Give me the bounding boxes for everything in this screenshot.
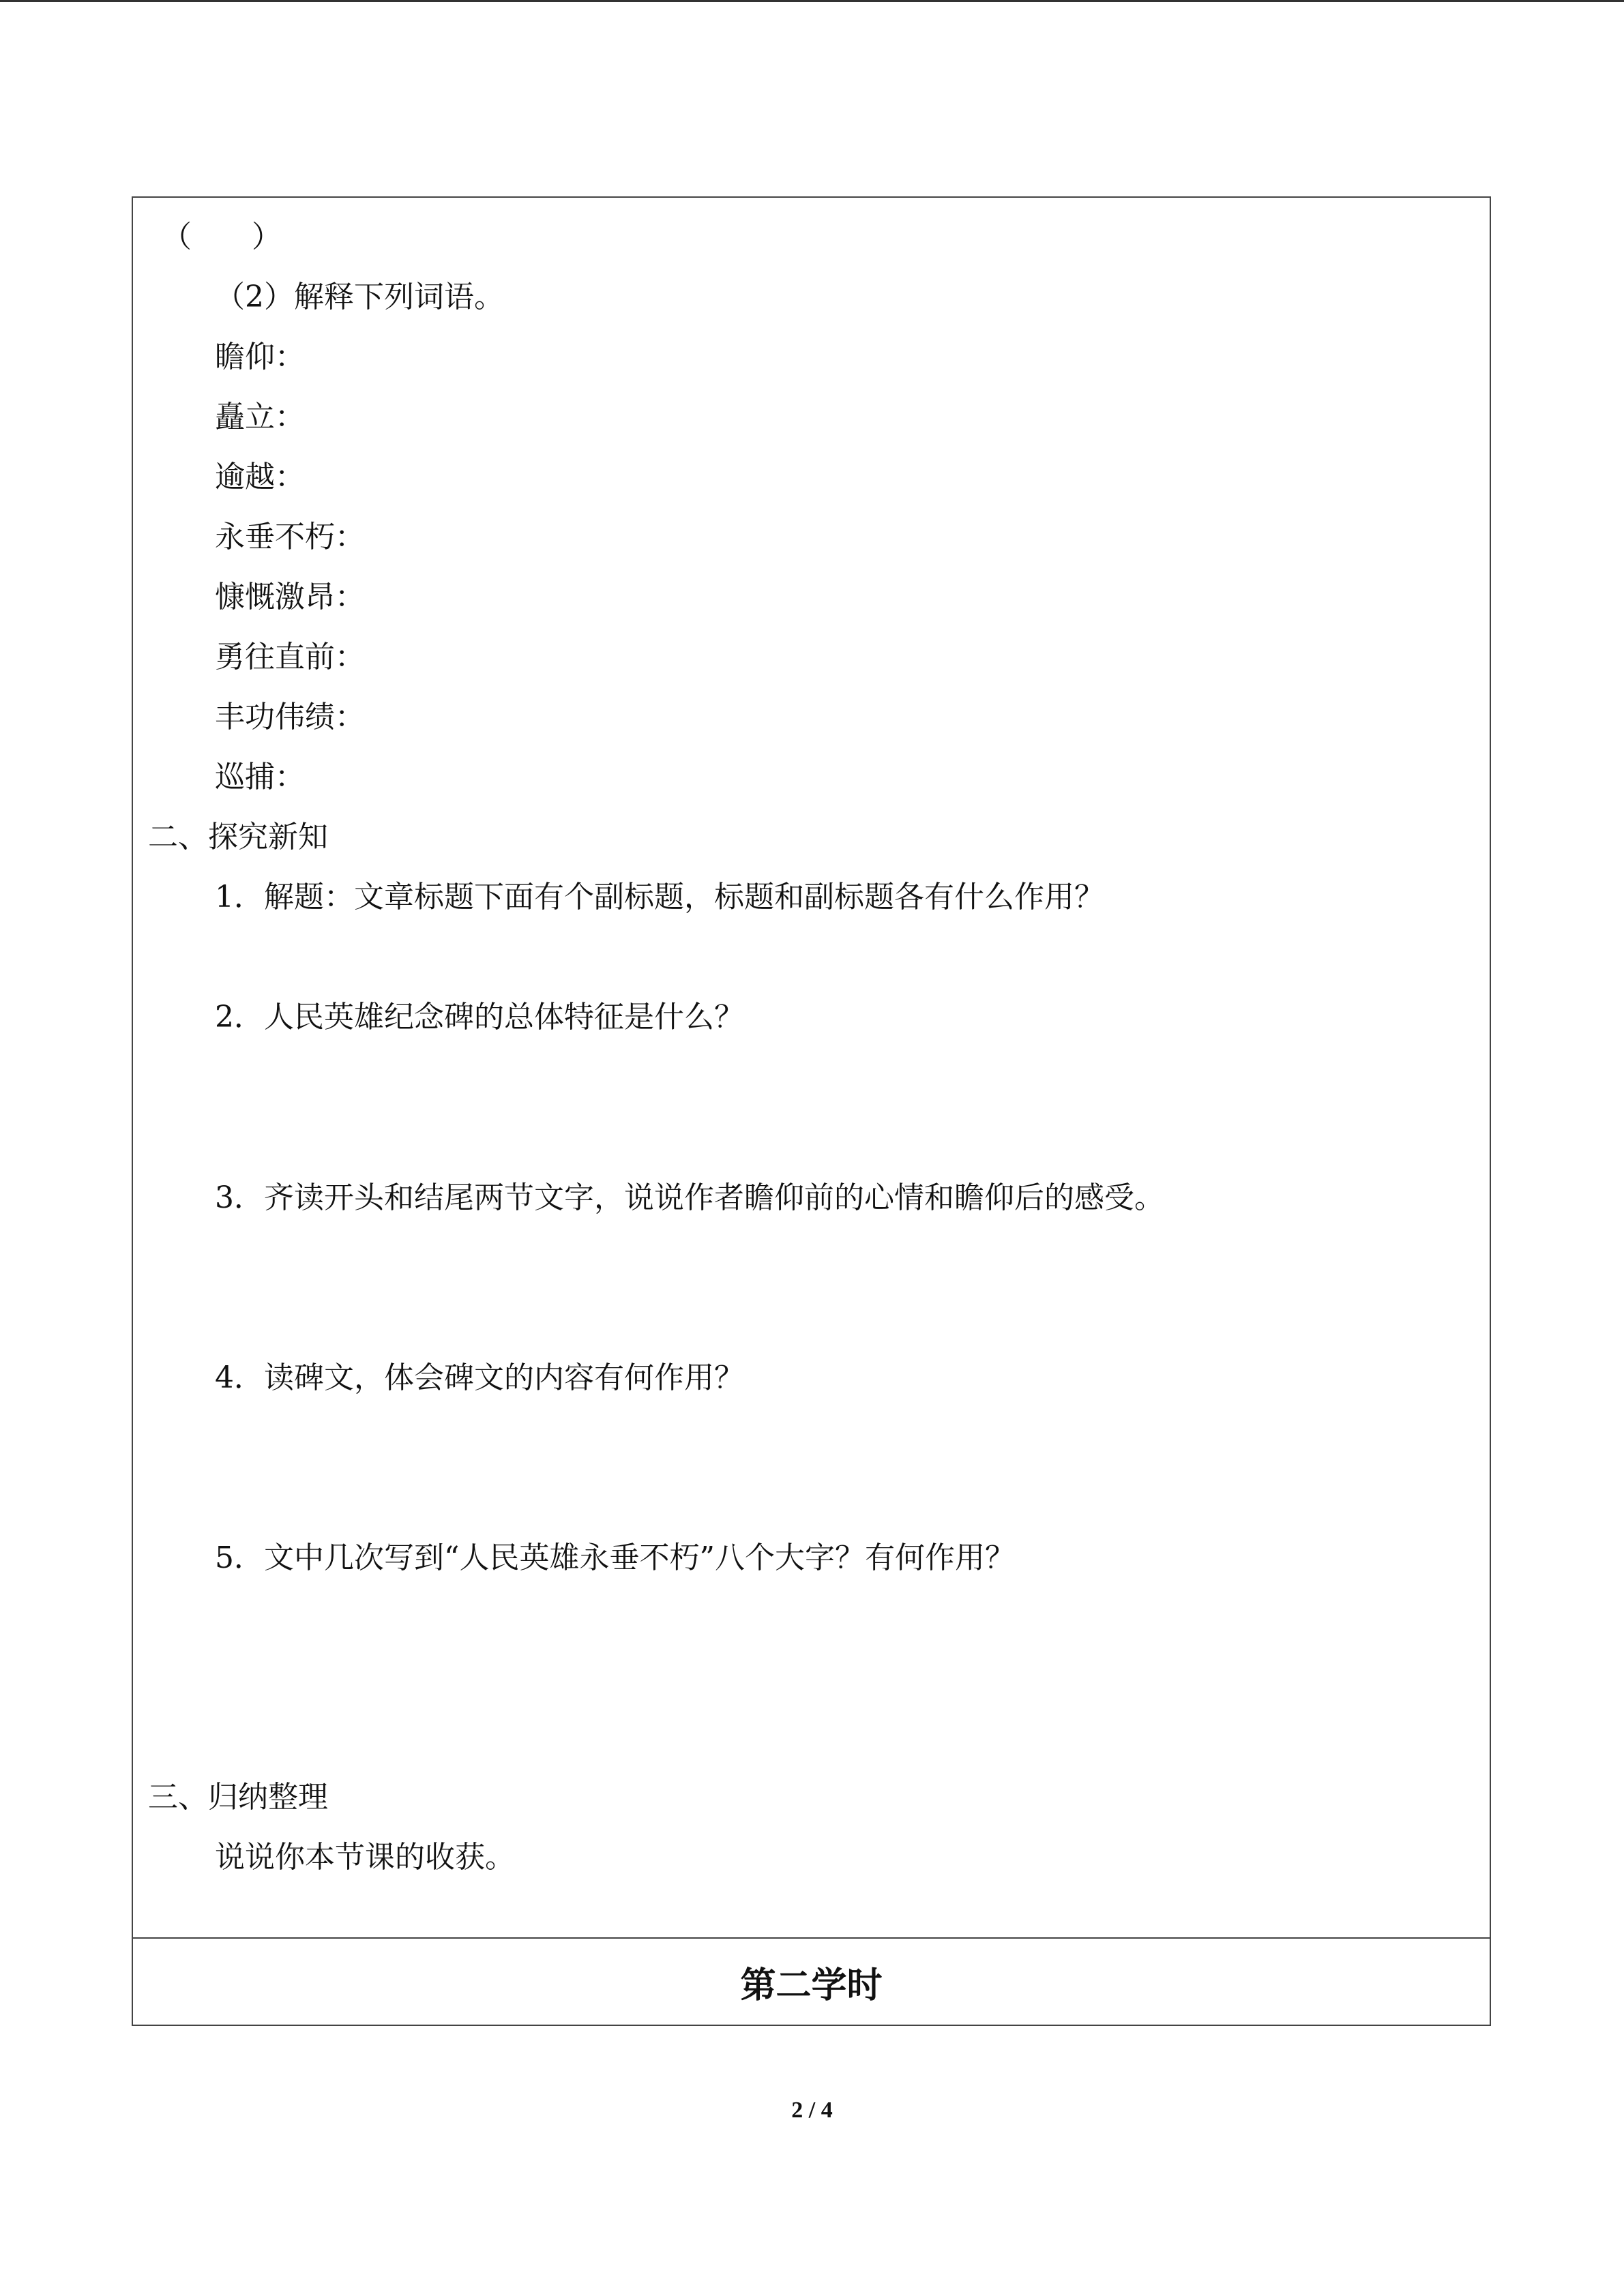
- summary-prompt: 说说你本节课的收获。: [215, 1840, 515, 1875]
- lesson-heading-cell: [133, 1939, 1490, 2025]
- lesson-plan-table: [132, 196, 1491, 2026]
- question-item: 3．齐读开头和结尾两节文字，说说作者瞻仰前的心情和瞻仰后的感受。: [215, 1180, 1164, 1215]
- question-item: 2．人民英雄纪念碑的总体特征是什么？: [215, 1000, 744, 1034]
- question-item: 4．读碑文，体会碑文的内容有何作用？: [215, 1360, 744, 1395]
- question-item: 5．文中几次写到“人民英雄永垂不朽”八个大字？有何作用？: [215, 1540, 1015, 1575]
- vocab-task: （2）解释下列词语。: [215, 280, 504, 314]
- lesson-heading: 第二学时: [740, 1965, 883, 2006]
- page-number: 2 / 4: [791, 2098, 833, 2123]
- vocab-term: 逾越：: [215, 460, 305, 494]
- vocab-term: 永垂不朽：: [215, 520, 365, 554]
- page-top-rule: [0, 0, 1624, 2]
- answer-blank: （ ）: [162, 220, 282, 254]
- vocab-term: 丰功伟绩：: [215, 700, 365, 734]
- section-heading: 二、探究新知: [148, 820, 328, 854]
- section-heading: 三、归纳整理: [148, 1780, 328, 1815]
- vocab-term: 慷慨激昂：: [215, 580, 365, 614]
- question-item: 1．解题：文章标题下面有个副标题，标题和副标题各有什么作用？: [215, 880, 1104, 914]
- vocab-term: 矗立：: [215, 400, 305, 434]
- worksheet-cell: [133, 198, 1490, 1939]
- vocab-term: 巡捕：: [215, 760, 305, 794]
- vocab-term: 瞻仰：: [215, 340, 305, 374]
- vocab-term: 勇往直前：: [215, 640, 365, 674]
